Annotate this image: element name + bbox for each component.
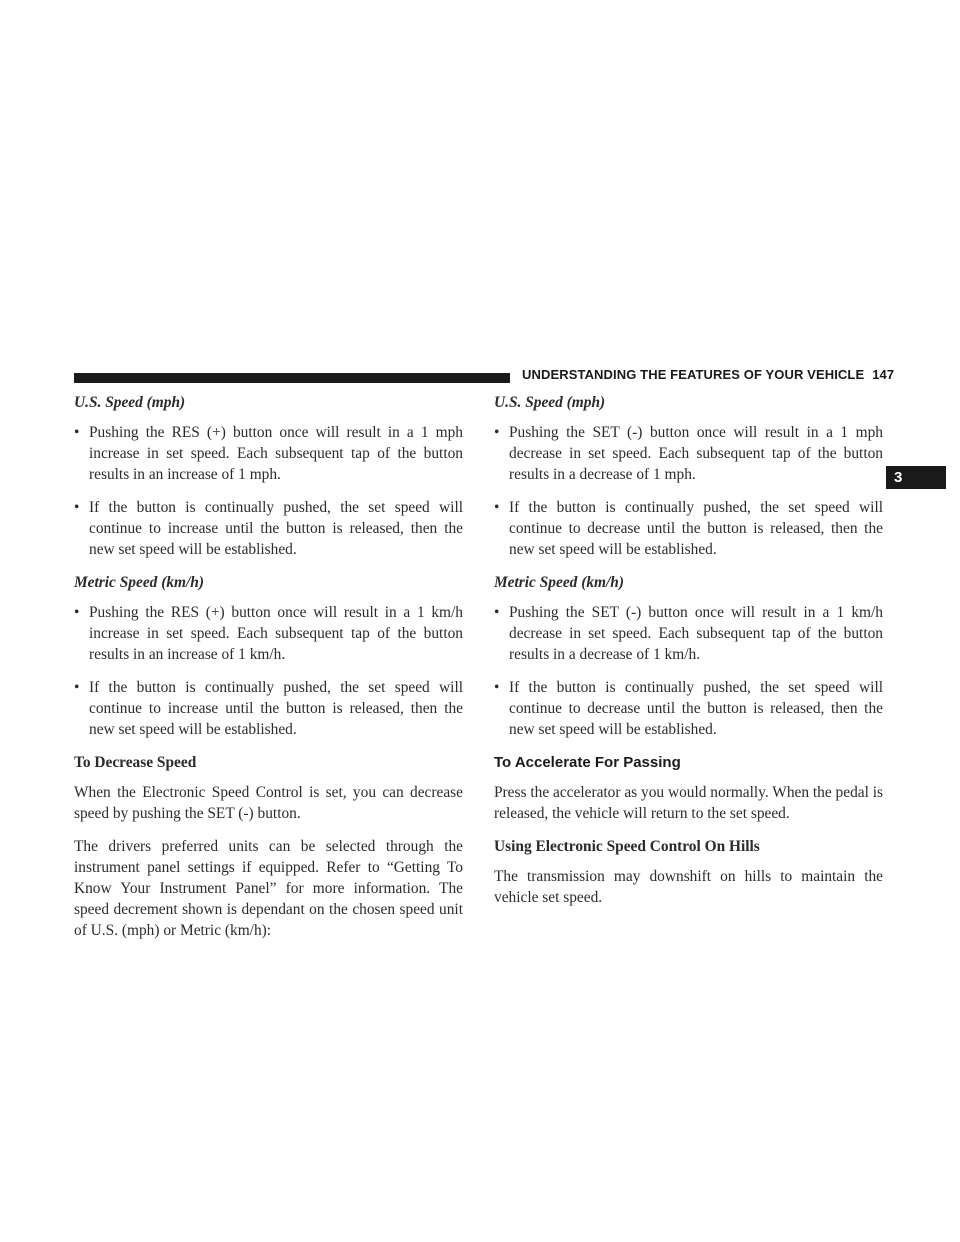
chapter-tab: 3 (886, 466, 946, 489)
units-paragraph: The drivers preferred units can be selected through the instrument panel settings if equipped. Refer to “Getting To Know Your Instrument Panel” for more information. The speed decrement shown is dependant on the chosen speed unit of U.S. (mph) or Metric (km/h): (74, 838, 463, 939)
metric-speed-list (74, 602, 463, 740)
decrease-speed-paragraph: When the Electronic Speed Control is set, you can decrease speed by pushing the SET (-) button. (74, 784, 463, 822)
passing-section-title: To Accelerate For Passing (494, 754, 681, 771)
list-item: • Pushing the RES (+) button once will result in a 1 mph increase in set speed. Each subsequent tap of the button results in an increase of 1 mph. (74, 422, 463, 485)
metric-speed-heading: Metric Speed (km/h) (74, 574, 204, 591)
list-item: • If the button is continually pushed, the set speed will continue to increase until the button is released, then the new set speed will be established. (74, 497, 463, 560)
us-speed-list (494, 422, 883, 560)
left-column (74, 392, 463, 953)
running-header (522, 367, 894, 382)
list-item: • If the button is continually pushed, the set speed will continue to decrease until the button is released, then the new set speed will be established. (494, 497, 883, 560)
hills-paragraph: The transmission may downshift on hills to maintain the vehicle set speed. (494, 868, 883, 906)
page-number: 147 (872, 367, 895, 382)
list-item: • If the button is continually pushed, the set speed will continue to decrease until the button is released, then the new set speed will be established. (494, 677, 883, 740)
us-speed-heading: U.S. Speed (mph) (494, 394, 606, 411)
decrease-speed-heading: To Decrease Speed (74, 754, 197, 771)
metric-speed-heading: Metric Speed (km/h) (494, 574, 624, 591)
us-speed-heading: U.S. Speed (mph) (74, 394, 186, 411)
header-rule (74, 373, 510, 383)
list-item: • Pushing the RES (+) button once will result in a 1 km/h increase in set speed. Each subsequent tap of the button results in an increase of 1 km/h. (74, 602, 463, 665)
hills-heading: Using Electronic Speed Control On Hills (494, 838, 760, 855)
metric-speed-list (494, 602, 883, 740)
passing-paragraph: Press the accelerator as you would normally. When the pedal is released, the vehicle will return to the set speed. (494, 784, 883, 822)
list-item: • Pushing the SET (-) button once will result in a 1 km/h decrease in set speed. Each subsequent tap of the button results in a decrease of 1 km/h. (494, 602, 883, 665)
us-speed-list (74, 422, 463, 560)
list-item: • Pushing the SET (-) button once will result in a 1 mph decrease in set speed. Each subsequent tap of the button results in a decrease of 1 mph. (494, 422, 883, 485)
right-column (494, 392, 883, 920)
list-item: • If the button is continually pushed, the set speed will continue to increase until the button is released, then the new set speed will be established. (74, 677, 463, 740)
header-title: UNDERSTANDING THE FEATURES OF YOUR VEHICLE (522, 367, 865, 382)
